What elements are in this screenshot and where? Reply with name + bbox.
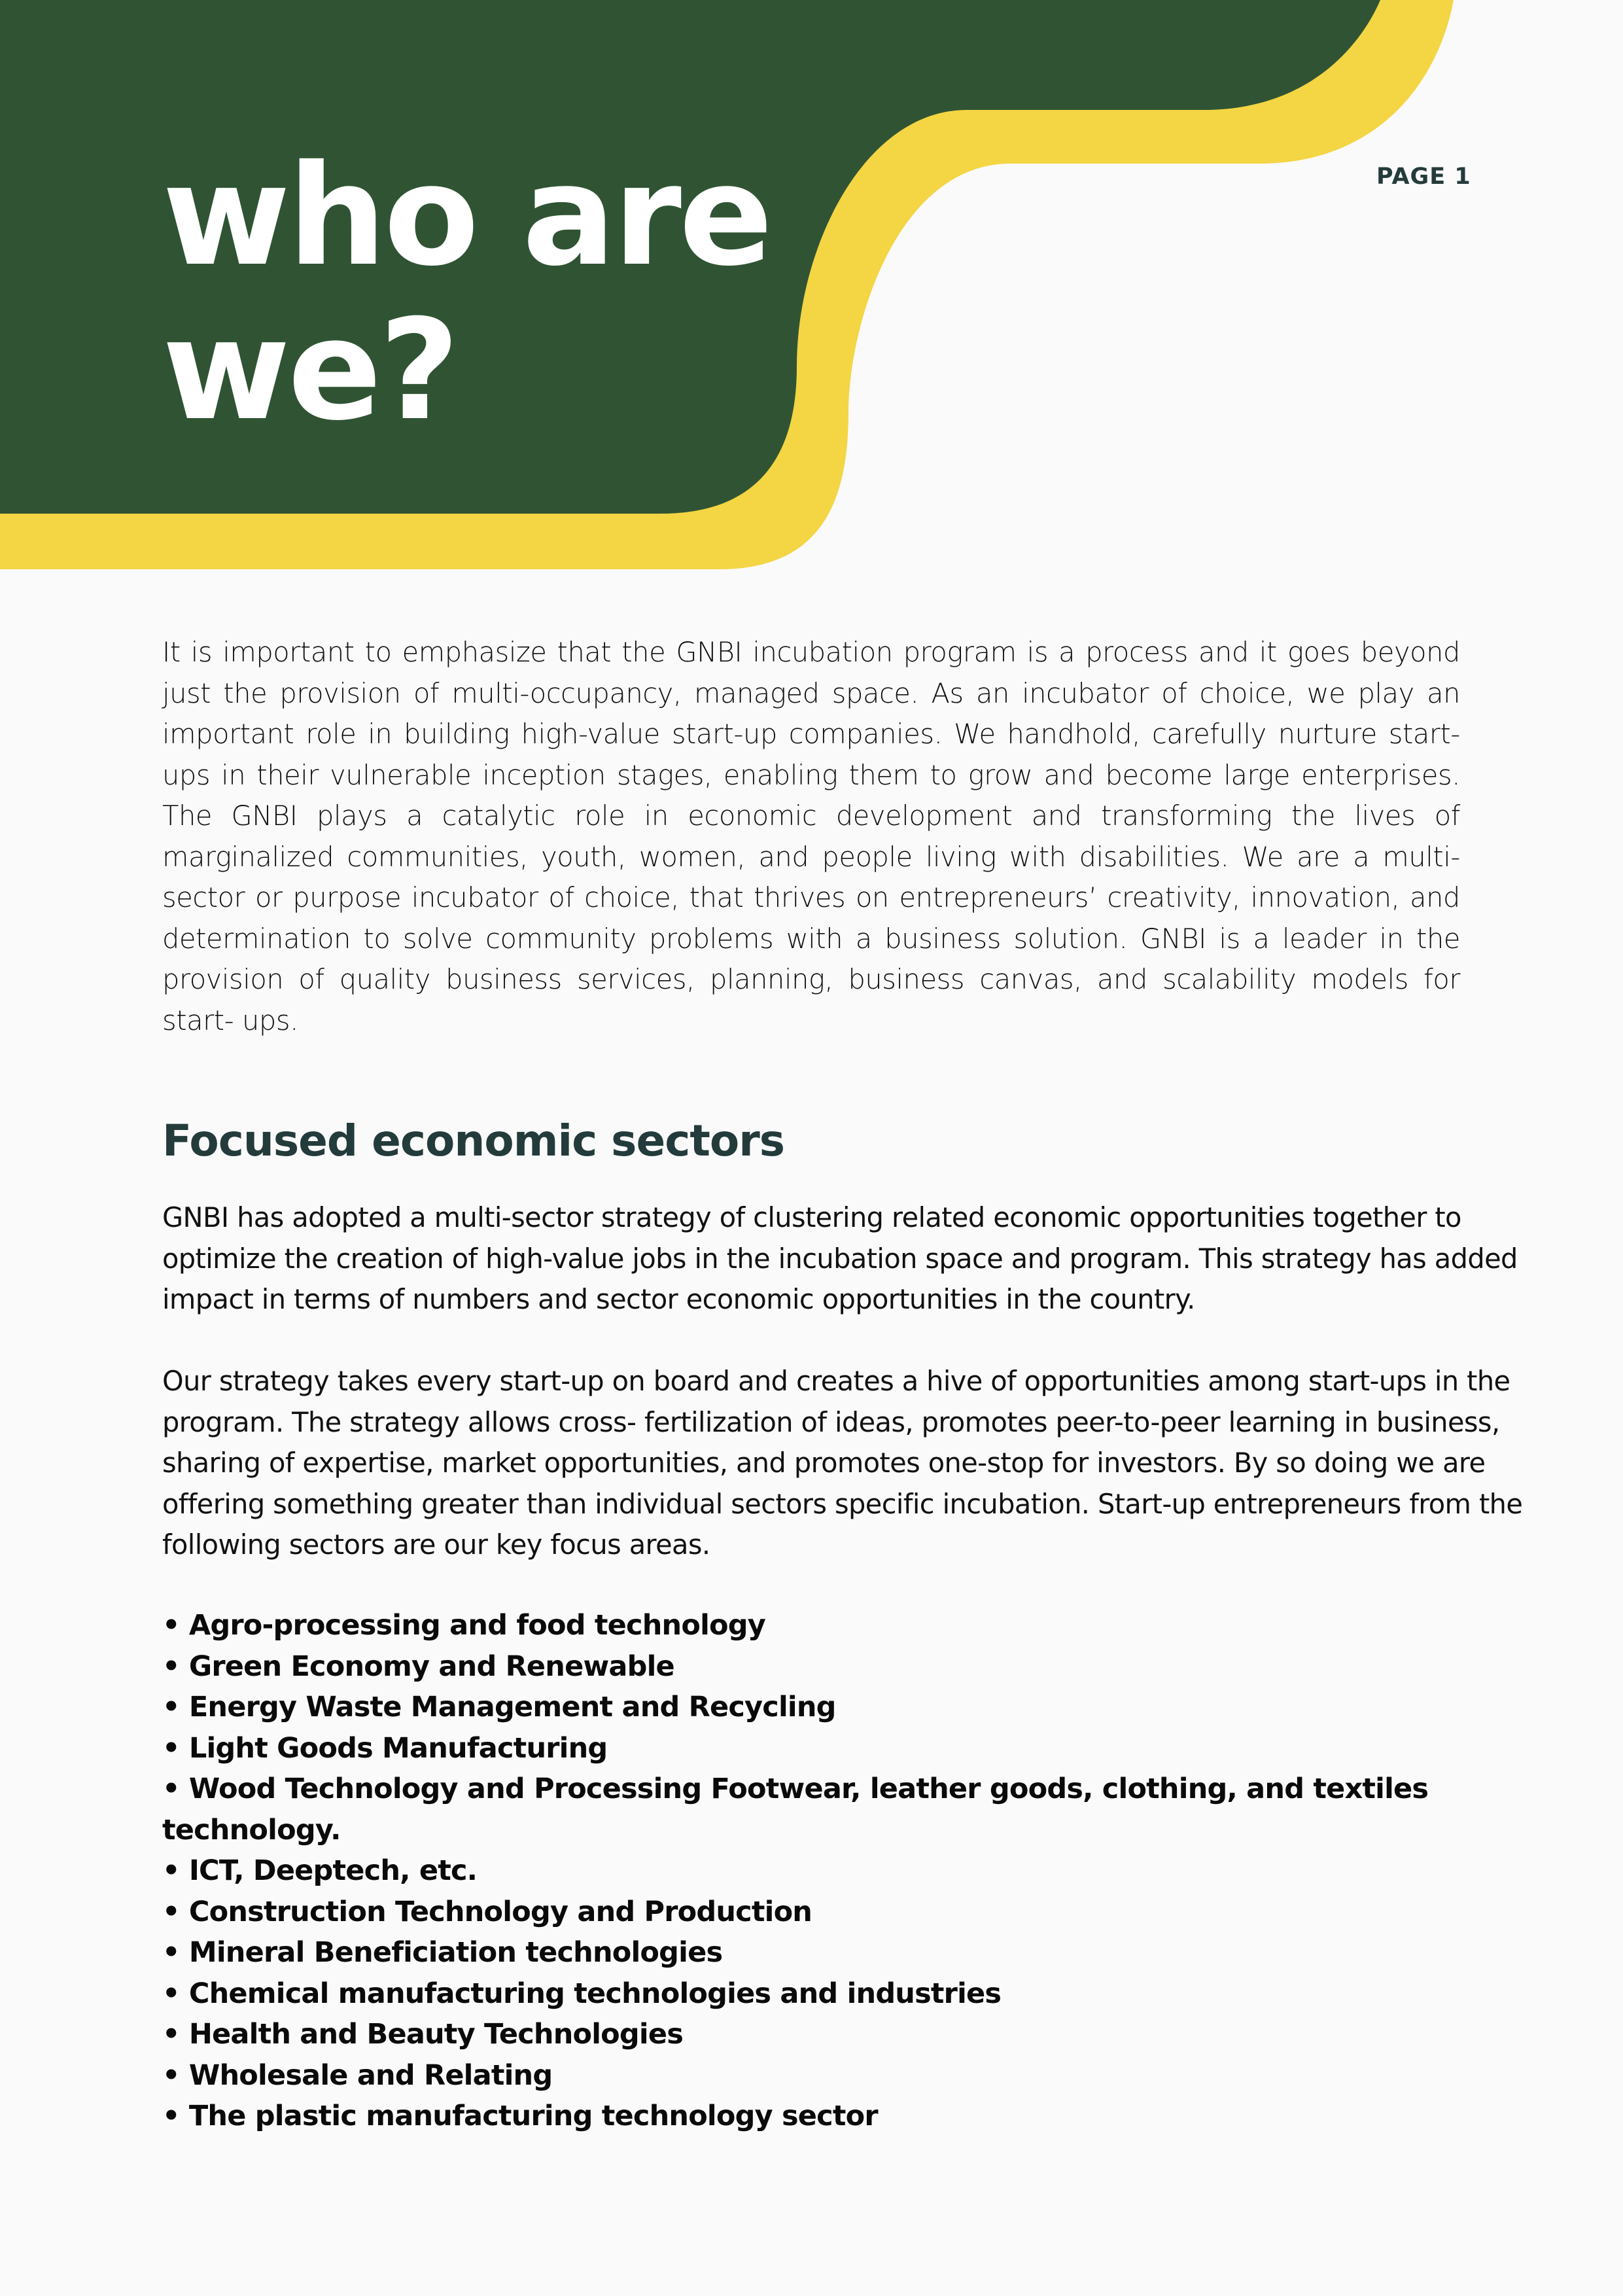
- sectors-paragraph-1: GNBI has adopted a multi-sector strategy of clustering related economic opportunities together to optimize the creation of high-value jobs in the incubation space and program. This strategy has added impact in terms of numbers and sector economic opportunities in the country.: [162, 1201, 1518, 1315]
- page-title: [162, 135, 771, 451]
- list-item: • Chemical manufacturing technologies and industries: [162, 1973, 1471, 2015]
- intro-paragraph: It is important to emphasize that the GNBI incubation program is a process and it goes beyond just the provision of multi-occupancy, managed space. As an incubator of choice, we play an important role in building high-value start-up companies. We handhold, carefully nurture start-ups in their vulnerable inception stages, enabling them to grow and become large enterprises. The GNBI plays a catalytic role in economic development and transforming the lives of marginalized communities, youth, women, and people living with disabilities. We are a multi- sector or purpose incubator of choice, that thrives on entrepreneurs’ creativity, innovation, and determination to solve community problems with a business solution. GNBI is a leader in the provision of quality business services, planning, business canvas, and scalability models for start- ups.: [162, 636, 1460, 1036]
- list-item: • Wholesale and Relating: [162, 2055, 1471, 2096]
- list-item: • Agro-processing and food technology: [162, 1605, 1471, 1646]
- list-item: • Wood Technology and Processing Footwear, leather goods, clothing, and textiles technology.: [162, 1769, 1471, 1850]
- title-line-1: who are: [162, 135, 771, 296]
- sectors-list: [162, 1605, 1471, 2137]
- section-heading-focused-sectors: Focused economic sectors: [162, 1116, 785, 1166]
- list-item: • Light Goods Manufacturing: [162, 1728, 1471, 1769]
- list-item: • Energy Waste Management and Recycling: [162, 1687, 1471, 1728]
- list-item: • The plastic manufacturing technology sector: [162, 2096, 1471, 2137]
- list-item: • ICT, Deeptech, etc.: [162, 1850, 1471, 1892]
- list-item: • Green Economy and Renewable: [162, 1646, 1471, 1687]
- list-item: • Health and Beauty Technologies: [162, 2014, 1471, 2055]
- title-line-2: we?: [162, 289, 457, 451]
- sectors-paragraph-2: Our strategy takes every start-up on board and creates a hive of opportunities among start-ups in the program. The strategy allows cross- fertilization of ideas, promotes peer-to-peer learning in business, sharing of expertise, market opportunities, and promotes one-stop for investors. By so doing we are offering something greater than individual sectors specific incubation. Start-up entrepreneurs from the following sectors are our key focus areas.: [162, 1365, 1523, 1561]
- list-item: • Mineral Beneficiation technologies: [162, 1932, 1471, 1973]
- page-number: PAGE 1: [1376, 164, 1471, 190]
- list-item: • Construction Technology and Production: [162, 1892, 1471, 1933]
